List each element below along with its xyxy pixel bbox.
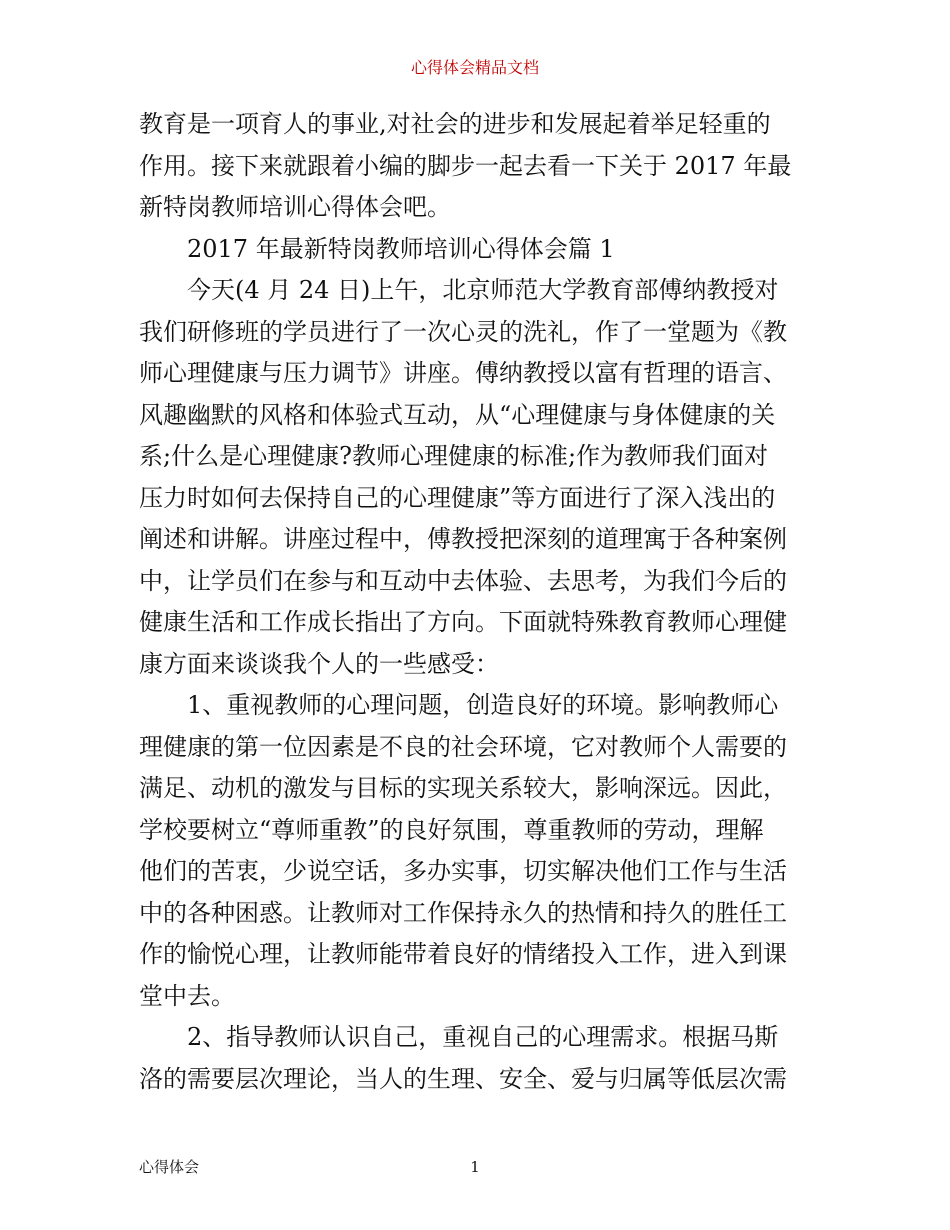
text-line: 洛的需要层次理论，当人的生理、安全、爱与归属等低层次需: [139, 1064, 787, 1093]
text-line: 教育是一项育人的事业,对社会的进步和发展起着举足轻重的: [139, 110, 771, 138]
text-line: 中，让学员们在参与和互动中去体验、去思考，为我们今后的: [139, 566, 787, 595]
text-line: 1、重视教师的心理问题，创造良好的环境。影响教师心: [187, 691, 779, 719]
text-line: 风趣幽默的风格和体验式互动，从“心理健康与身体健康的关: [139, 400, 776, 429]
text-line: 满足、动机的激发与目标的实现关系较大，影响深远。因此，: [139, 774, 787, 802]
text-line: 阐述和讲解。讲座过程中，傅教授把深刻的道理寓于各种案例: [139, 525, 787, 553]
section-heading: 2017 年最新特岗教师培训心得体会篇 1: [187, 234, 615, 263]
text-line: 中的各种困惑。让教师对工作保持永久的热情和持久的胜任工: [139, 898, 787, 927]
text-line: 堂中去。: [139, 981, 235, 1010]
text-line: 健康生活和工作成长指出了方向。下面就特殊教育教师心理健: [139, 608, 787, 636]
text-line: 压力时如何去保持自己的心理健康”等方面进行了深入浅出的: [139, 483, 776, 512]
text-line: 今天(4 月 24 日)上午，北京师范大学教育部傅纳教授对: [187, 276, 779, 304]
text-line: 作的愉悦心理，让教师能带着良好的情绪投入工作，进入到课: [139, 940, 787, 968]
text-line: 他们的苦衷，少说空话，多办实事，切实解决他们工作与生活: [139, 857, 787, 885]
text-line: 作用。接下来就跟着小编的脚步一起去看一下关于 2017 年最: [139, 151, 792, 180]
text-line: 师心理健康与压力调节》讲座。傅纳教授以富有哲理的语言、: [139, 359, 787, 387]
text-line: 康方面来谈谈我个人的一些感受：: [139, 649, 499, 678]
text-line: 2、指导教师认识自己，重视自己的心理需求。根据马斯: [187, 1023, 779, 1051]
text-line: 学校要树立“尊师重教”的良好氛围，尊重教师的劳动，理解: [139, 815, 764, 844]
text-line: 我们研修班的学员进行了一次心灵的洗礼，作了一堂题为《教: [139, 317, 787, 346]
text-line: 系;什么是心理健康?教师心理健康的标准;作为教师我们面对: [139, 442, 769, 470]
footer-label: 心得体会: [139, 1158, 200, 1176]
text-line: 新特岗教师培训心得体会吧。: [139, 193, 451, 221]
text-line: 理健康的第一位因素是不良的社会环境，它对教师个人需要的: [139, 732, 787, 761]
page-number: 1: [470, 1158, 480, 1176]
document-body: [139, 104, 819, 1100]
page-header-title: 心得体会精品文档: [410, 58, 539, 77]
